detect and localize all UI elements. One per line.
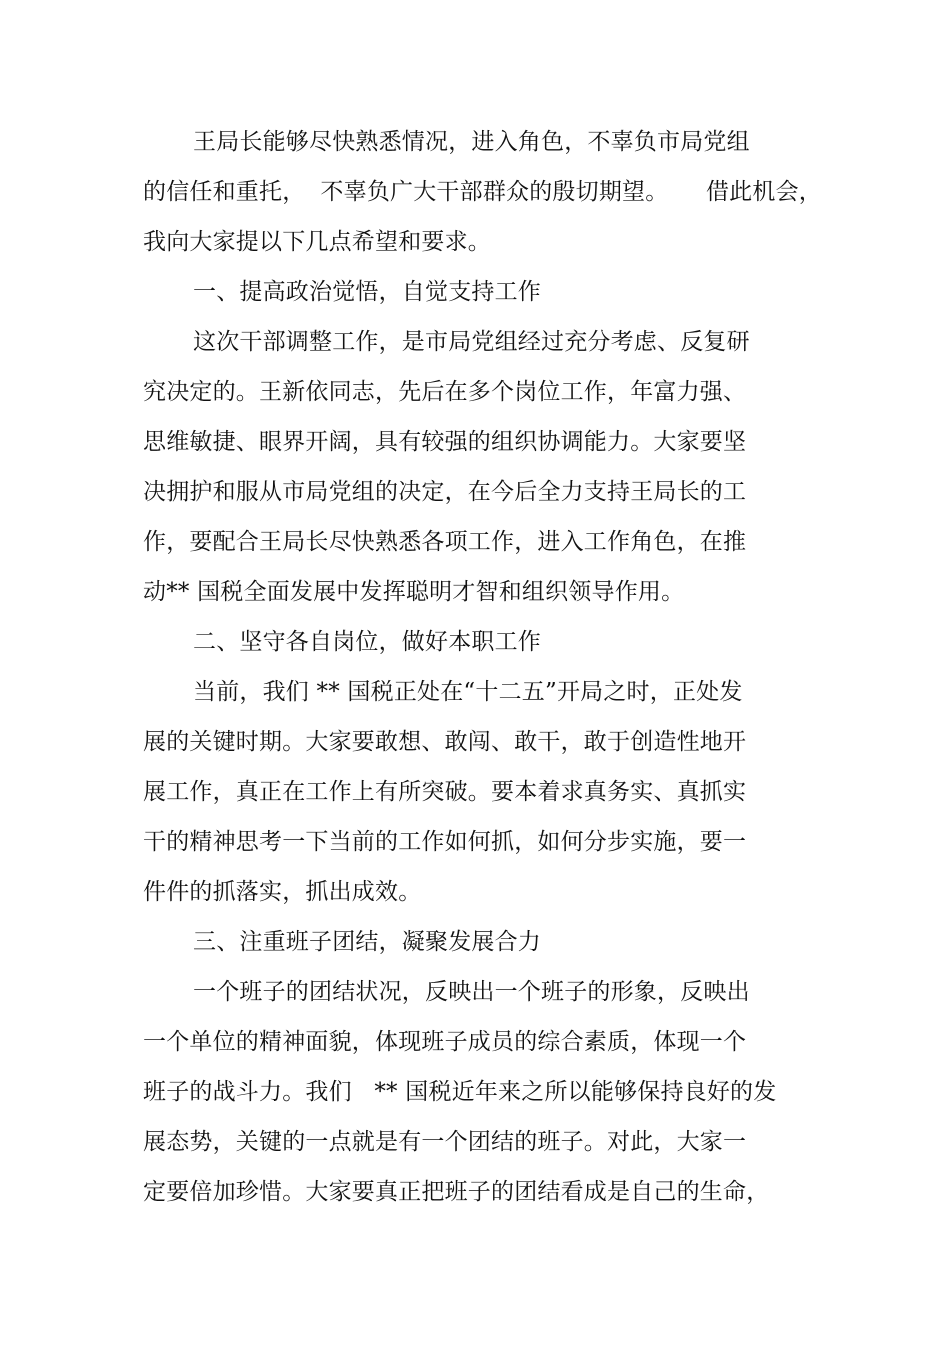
paragraph-line: 我向大家提以下几点希望和要求。 bbox=[143, 229, 491, 255]
paragraph-line: 究决定的。王新依同志，先后在多个岗位工作，年富力强、 bbox=[143, 379, 747, 405]
paragraph-line: 展态势，关键的一点就是有一个团结的班子。对此，大家一 bbox=[143, 1129, 747, 1155]
paragraph-line: 作，要配合王局长尽快熟悉各项工作，进入工作角色，在推 bbox=[143, 529, 747, 555]
paragraph-line: 干的精神思考一下当前的工作如何抓，如何分步实施，要一 bbox=[143, 829, 747, 855]
paragraph-line: 动** 国税全面发展中发挥聪明才智和组织领导作用。 bbox=[143, 579, 685, 605]
section-heading: 二、坚守各自岗位，做好本职工作 bbox=[193, 629, 541, 655]
section-heading: 三、注重班子团结，凝聚发展合力 bbox=[193, 929, 541, 955]
section-heading: 一、提高政治觉悟，自觉支持工作 bbox=[193, 279, 541, 305]
paragraph-line: 一个单位的精神面貌，体现班子成员的综合素质，体现一个 bbox=[143, 1029, 747, 1055]
paragraph-line: 王局长能够尽快熟悉情况，进入角色，不辜负市局党组 bbox=[193, 129, 750, 155]
paragraph-line: 班子的战斗力。我们 ** 国税近年来之所以能够保持良好的发 bbox=[143, 1079, 777, 1105]
paragraph-line: 件件的抓落实，抓出成效。 bbox=[143, 879, 422, 905]
paragraph-line: 展的关键时期。大家要敢想、敢闯、敢干，敢于创造性地开 bbox=[143, 729, 747, 755]
paragraph-line: 决拥护和服从市局党组的决定，在今后全力支持王局长的工 bbox=[143, 479, 747, 505]
paragraph-line: 当前，我们 ** 国税正处在“十二五”开局之时，正处发 bbox=[193, 679, 743, 705]
paragraph-line: 定要倍加珍惜。大家要真正把班子的团结看成是自己的生命， bbox=[143, 1179, 770, 1205]
paragraph-line: 思维敏捷、眼界开阔，具有较强的组织协调能力。大家要坚 bbox=[143, 429, 747, 455]
paragraph-line: 一个班子的团结状况，反映出一个班子的形象，反映出 bbox=[193, 979, 750, 1005]
paragraph-line: 展工作，真正在工作上有所突破。要本着求真务实、真抓实 bbox=[143, 779, 747, 805]
paragraph-line: 这次干部调整工作，是市局党组经过充分考虑、反复研 bbox=[193, 329, 750, 355]
paragraph-line: 的信任和重托， 不辜负广大干部群众的殷切期望。 借此机会， bbox=[143, 179, 822, 205]
